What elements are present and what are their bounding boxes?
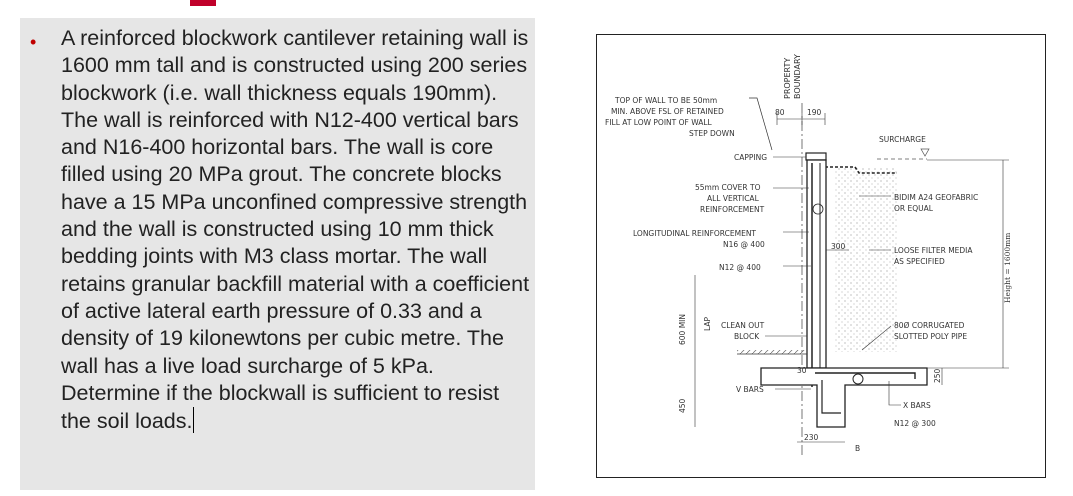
top-note-line-3: FILL AT LOW POINT OF WALL bbox=[605, 118, 712, 127]
retaining-wall-diagram bbox=[597, 35, 1045, 477]
longitudinal-label: LONGITUDINAL REINFORCEMENT bbox=[633, 229, 757, 238]
pipe-line-2: SLOTTED POLY PIPE bbox=[894, 332, 968, 341]
ground-hatch bbox=[737, 350, 807, 354]
cleanout-line-2: BLOCK bbox=[734, 332, 760, 341]
n12-300-label: N12 @ 300 bbox=[894, 419, 936, 428]
v-bars-label: V BARS bbox=[736, 385, 764, 394]
dim-80: 80 bbox=[775, 108, 785, 117]
pipe-line-1: 80Ø CORRUGATED bbox=[894, 321, 965, 330]
surcharge-label: SURCHARGE bbox=[879, 135, 926, 144]
n12-400-label: N12 @ 400 bbox=[719, 263, 761, 272]
filter-media-zone bbox=[834, 167, 897, 352]
x-bars-label: X BARS bbox=[903, 401, 931, 410]
lap-label: LAP bbox=[703, 316, 712, 331]
retaining-wall-figure[interactable] bbox=[596, 34, 1046, 478]
problem-text: A reinforced blockwork cantilever retaining wall is 1600 mm tall and is constructed using 200 series blockwork (i.e. wall thickness equals 190mm). The wall is reinforced with N12-400 vertical bars and N16-400 horizontal bars. The wall is core filled using 20 MPa grout. The concrete blocks have a 15 MPa unconfined compressive strength and the wall is constructed using 10 mm thick bedding joints with M3 class mortar. The wall retains granular backfill material with a coefficient of active lateral earth pressure of 0.33 and a density of 19 kilonewtons per cubic metre. The wall has a live load surcharge of 5 kPa. Determine if the blockwall is sufficient to resist the soil loads. bbox=[61, 26, 530, 434]
capping-block bbox=[806, 153, 826, 160]
dim-250: 250 bbox=[933, 368, 942, 383]
cleanout-line-1: CLEAN OUT bbox=[721, 321, 765, 330]
problem-statement[interactable] bbox=[61, 25, 531, 435]
title-accent bbox=[190, 0, 216, 6]
geofabric-line-1: BIDIM A24 GEOFABRIC bbox=[894, 193, 979, 202]
dim-30: 30 bbox=[797, 366, 807, 375]
dim-450: 450 bbox=[678, 398, 687, 413]
bullet-marker: • bbox=[30, 32, 37, 52]
top-note-leader bbox=[749, 98, 772, 150]
text-cursor bbox=[193, 407, 194, 433]
n16-label: N16 @ 400 bbox=[723, 240, 765, 249]
cover-line-2: ALL VERTICAL bbox=[707, 194, 759, 203]
property-label-1: PROPERTY bbox=[783, 57, 792, 99]
capping-label: CAPPING bbox=[734, 153, 768, 162]
surcharge-arrow bbox=[921, 149, 929, 156]
text-panel bbox=[20, 18, 535, 490]
dim-600: 600 MIN bbox=[678, 314, 687, 345]
height-label: Height = 1600mm bbox=[1003, 232, 1012, 303]
dim-190: 190 bbox=[807, 108, 822, 117]
dim-300: 300 bbox=[831, 242, 846, 251]
wall-stem bbox=[807, 160, 826, 368]
filter-line-1: LOOSE FILTER MEDIA bbox=[894, 246, 973, 255]
property-label-2: BOUNDARY bbox=[793, 54, 802, 99]
filter-line-2: AS SPECIFIED bbox=[894, 257, 945, 266]
geofabric-line-2: OR EQUAL bbox=[894, 204, 933, 213]
cover-line-3: REINFORCEMENT bbox=[700, 205, 765, 214]
top-note-line-1: TOP OF WALL TO BE 50mm bbox=[615, 96, 718, 105]
dim-230: 230 bbox=[804, 433, 819, 442]
cover-line-1: 55mm COVER TO bbox=[695, 183, 761, 192]
dim-b: B bbox=[855, 444, 861, 453]
top-note-line-2: MIN. ABOVE FSL OF RETAINED bbox=[611, 107, 724, 116]
top-note-line-4: STEP DOWN bbox=[689, 129, 735, 138]
